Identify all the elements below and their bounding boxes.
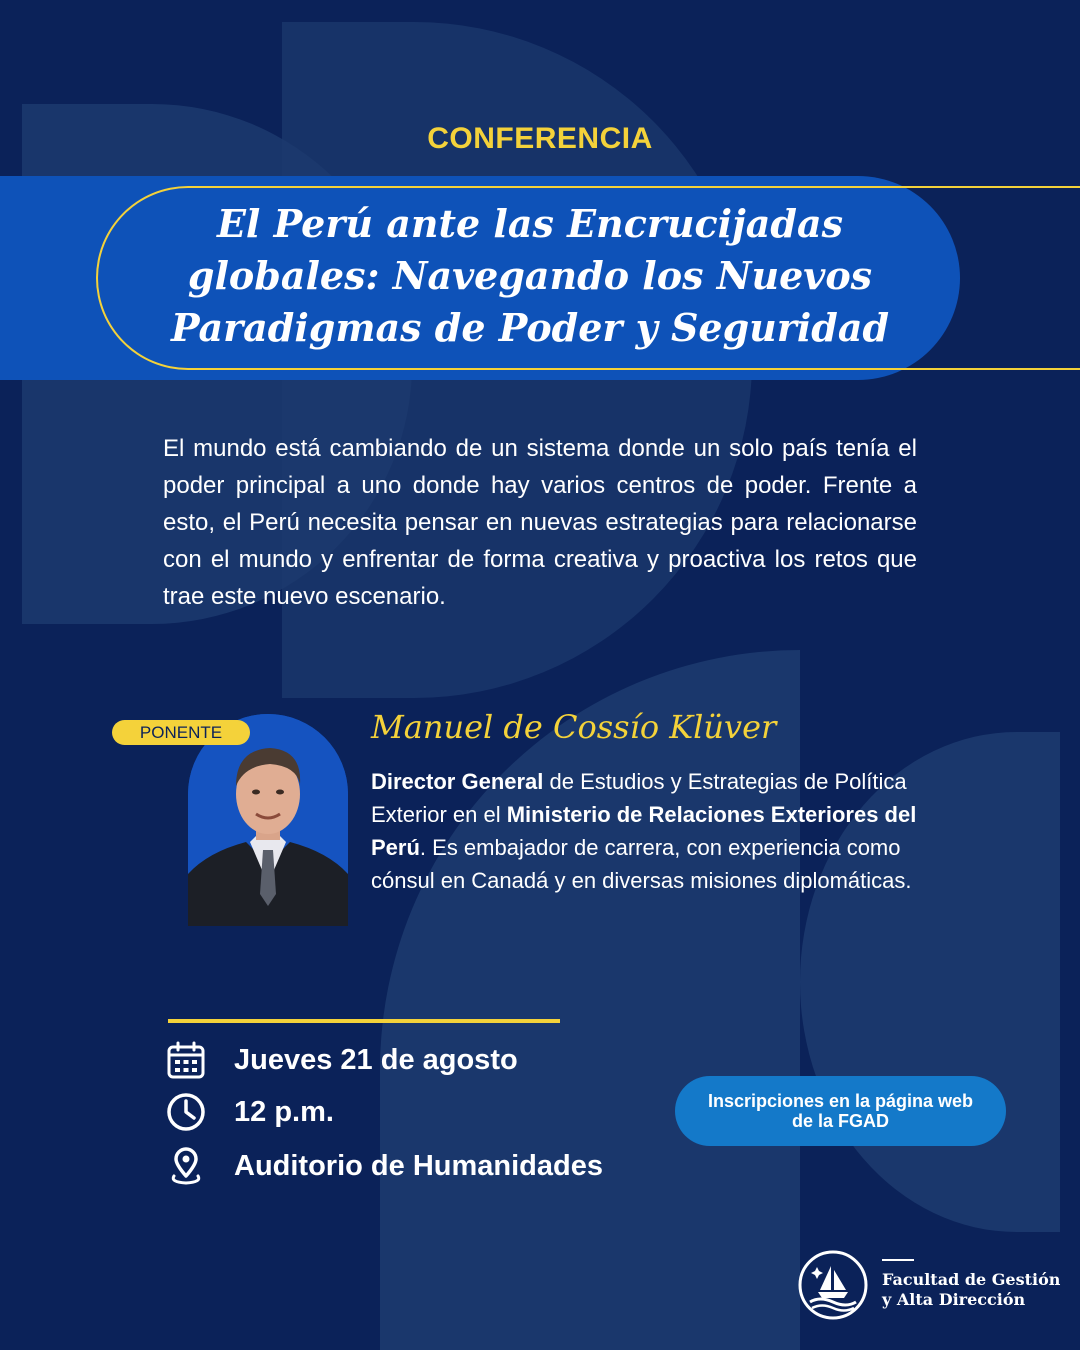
- background-shape: [380, 650, 800, 1350]
- logo-line-2: y Alta Dirección: [882, 1290, 1026, 1309]
- speaker-name: Manuel de Cossío Klüver: [371, 708, 777, 746]
- event-type-label: CONFERENCIA: [427, 122, 653, 155]
- event-time-row: [166, 1092, 334, 1132]
- logo-line-1: Facultad de Gestión: [882, 1270, 1061, 1289]
- registration-button[interactable]: Inscripciones en la página web de la FGAD: [675, 1076, 1006, 1146]
- clock-icon: [166, 1092, 206, 1132]
- calendar-icon: [166, 1040, 206, 1080]
- event-date: Jueves 21 de agosto: [234, 1043, 518, 1076]
- speaker-portrait-icon: [188, 714, 348, 926]
- logo-rule: [882, 1259, 914, 1261]
- event-time: 12 p.m.: [234, 1095, 334, 1128]
- event-place: Auditorio de Humanidades: [234, 1149, 603, 1182]
- bio-text: . Es embajador de carrera, con experiencia como cónsul en Canadá y en diversas misiones diplomáticas.: [371, 835, 912, 893]
- bio-bold-institution: Ministerio de Relaciones Exteriores del Perú: [371, 802, 917, 860]
- event-date-row: [166, 1040, 518, 1080]
- faculty-logo-text: [882, 1270, 1072, 1310]
- location-pin-icon: [166, 1146, 206, 1186]
- speaker-photo: [188, 714, 348, 926]
- title-outline-top: [188, 186, 1080, 188]
- divider: [168, 1019, 560, 1023]
- event-description: El mundo está cambiando de un sistema donde un solo país tenía el poder principal a uno donde hay varios centros de poder. Frente a esto, el Perú necesita pensar en nuevas estrategias para relacionarse con el mundo y enfrentar de forma creativa y proactiva los retos que trae este nuevo escenario.: [163, 435, 917, 610]
- bio-bold-role: Director General: [371, 769, 544, 794]
- speaker-bio: [371, 765, 931, 897]
- event-place-row: [166, 1146, 603, 1186]
- bio-text: de Estudios y Estrategias de Política Exterior en el: [371, 769, 907, 827]
- conference-title: El Perú ante las Encrucijadas globales: Navegando los Nuevos Paradigmas de Poder y Seguridad: [170, 201, 890, 350]
- ship-logo-icon: [798, 1250, 868, 1320]
- speaker-badge: PONENTE: [112, 720, 250, 745]
